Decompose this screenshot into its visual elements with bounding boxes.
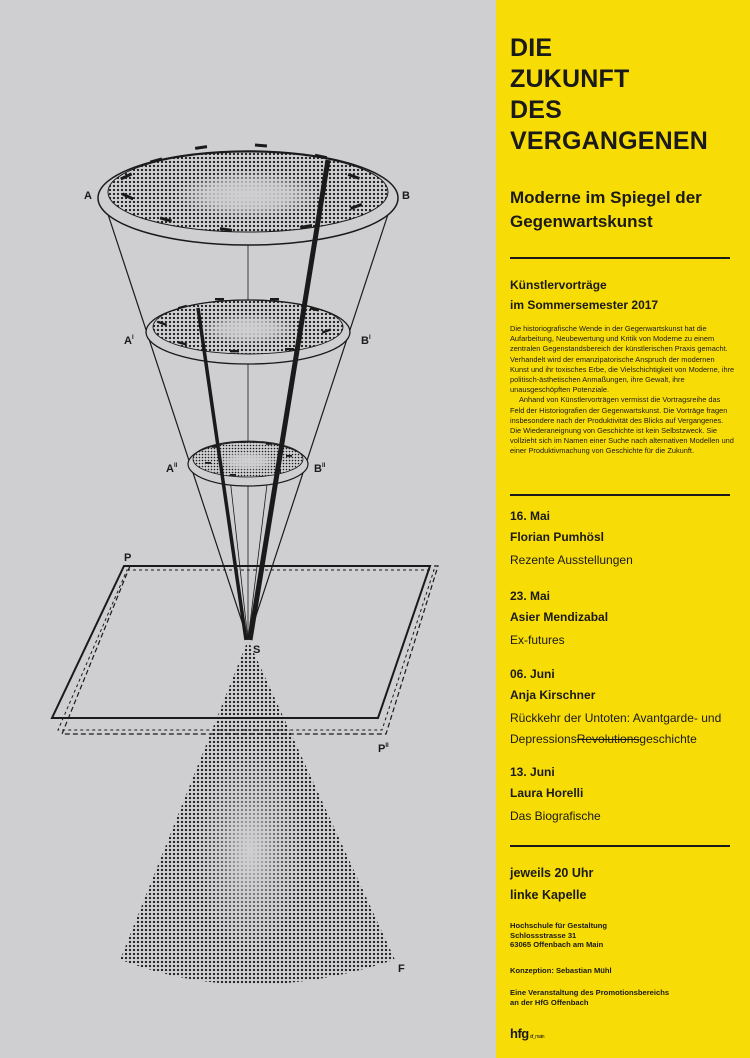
event-speaker: Florian Pumhösl [510,530,605,544]
axis-line-2 [228,460,248,640]
label-b1: $B^I$ [361,335,371,347]
event-topic: Ex-futures [510,633,565,647]
series-heading: Künstlervorträge im Sommersemester 2017 [510,278,659,312]
event-topic: Das Biografische [510,809,601,823]
label-a1: $A^I$ [124,335,134,347]
concept-credit: Konzeption: Sebastian Mühl [510,966,612,975]
event-topic: Rückkehr der Untoten: Avantgarde- und [510,711,722,725]
disc-low-center [218,451,278,471]
address: Hochschule für Gestaltung Schlossstrasse 31 63065 Offenbach am Main [510,921,608,950]
event-speaker: Laura Horelli [510,786,584,800]
info-panel [496,0,750,1058]
event-item [510,762,735,827]
label-p2: $P^{II}$ [378,743,389,755]
hfg-logo: hfgof_main [510,1026,545,1041]
event-date: 23. Mai [510,589,551,603]
event-topic-line-2: DepressionsRevolutionsgeschichte [510,732,697,746]
event-item [510,664,735,750]
cone-edge-right [248,190,396,640]
intro-text: Die historiografische Wende in der Gegenwartskunst hat die Aufarbeitung, Neubewertung und Kritik von Moderne zu einem zentralen Gegenstandsbereich der künstlerischen Praxis gemacht. Verhandelt wird der emanzipatorische Anspruch der modernen Kunst und ihr toxisches Erbe, die Vielschichtigkeit von Moderne, ihre politisch-ästhetischen Anmaßungen, ihre Gewalt, ihre unausgeschöpften Potenziale. Anhand von Künstlervorträgen vermisst die Vortragsreihe das Feld der Historiografien der Gegenwartskunst. Die Vorträge fragen insbesondere nach der Produktivität des Blicks auf Vergangenes. Die Wiederaneignung von Geschichte ist kein Selbstzweck. Sie vollzieht sich im Namen einer Suche nach alternativen Modellen und einer Produktivmachung von Geschichte für die Zukunft. [510,324,735,456]
organizer: Eine Veranstaltung des Promotionsbereichs an der HfG Offenbach [510,988,670,1007]
divider [510,845,730,847]
lower-cone-highlight [195,735,305,945]
cone-edge-left [100,190,248,640]
event-speaker: Asier Mendizabal [510,610,609,624]
event-date: 06. Juni [510,667,555,681]
time-location: jeweils 20 Uhr linke Kapelle [510,866,594,902]
struck-word: Revolutions [576,732,640,746]
disc-top-center [173,171,323,219]
poster-title: DIE ZUKUNFT DES VERGANGENEN [510,34,709,155]
poster-subtitle: Moderne im Spiegel der Gegenwartskunst [510,188,702,231]
divider [510,257,730,259]
event-item [510,586,735,651]
event-speaker: Anja Kirschner [510,688,596,702]
label-s: S [253,644,261,656]
event-item [510,506,735,571]
label-b: B [402,190,410,202]
label-b2: $B^{II}$ [314,463,326,475]
label-a2: $A^{II}$ [166,463,178,475]
divider [510,494,730,496]
disc-mid-center [198,314,298,344]
label-a: A [84,190,92,202]
event-date: 16. Mai [510,509,551,523]
label-f: F [398,963,405,975]
label-p: P [124,552,132,564]
event-topic: Rezente Ausstellungen [510,553,633,567]
event-date: 13. Juni [510,765,555,779]
